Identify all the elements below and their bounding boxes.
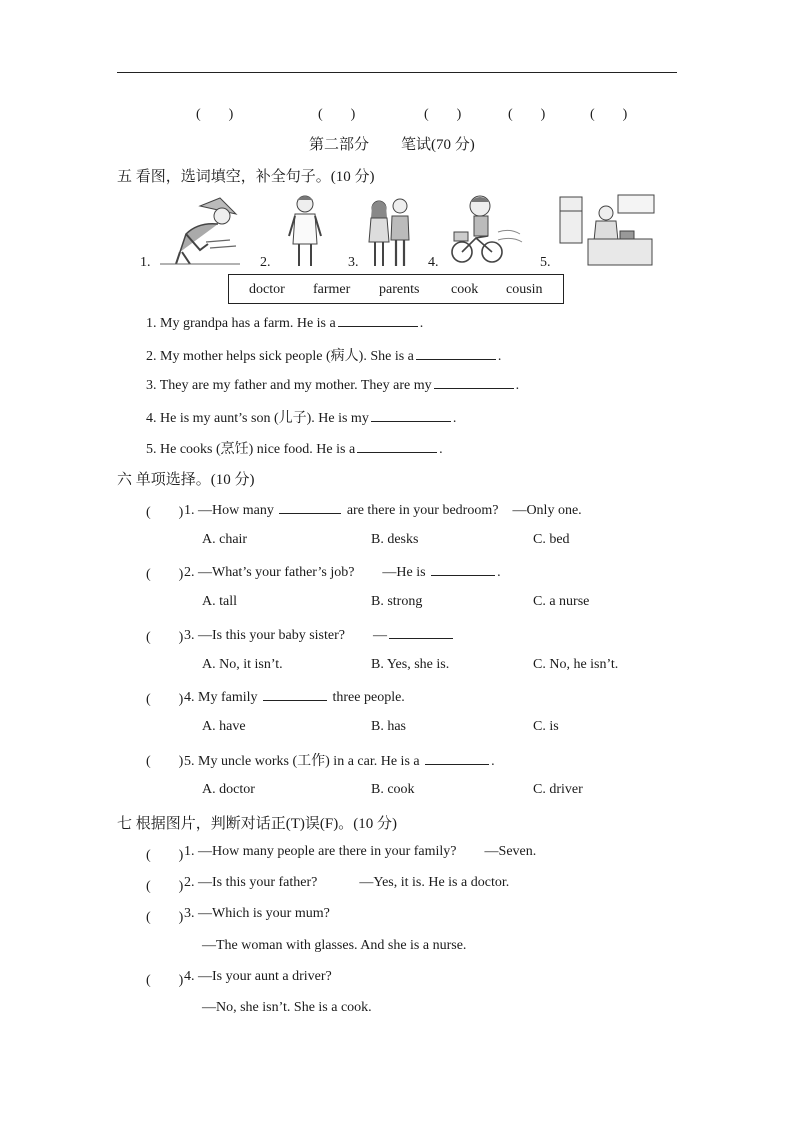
cousin-bike-picture [448,192,523,266]
answer-paren[interactable]: ( ) [146,879,184,894]
answer-blank[interactable] [357,440,437,453]
option-a[interactable]: A. doctor [202,782,255,797]
answer-paren-5[interactable]: ( ) [590,107,628,122]
tf-item-1: 1. —How many people are there in your family? —Seven. [184,844,537,859]
answer-paren[interactable]: ( ) [146,973,184,988]
top-rule [117,72,677,73]
answer-blank[interactable] [371,409,451,422]
fill-sentence: 1. My grandpa has a farm. He is a . [146,316,424,331]
option-c[interactable]: C. No, he isn’t. [533,657,619,672]
option-b[interactable]: B. Yes, she is. [371,657,450,672]
fill-sentence: 3. They are my father and my mother. They are my . [146,378,520,393]
answer-paren[interactable]: ( ) [146,754,184,769]
word-bank-item: parents [379,282,420,297]
option-b[interactable]: B. has [371,719,406,734]
parents-picture [365,196,415,268]
cook-kitchen-picture [558,193,656,267]
tf-item-2: 2. —Is this your father? —Yes, it is. He is a doctor. [184,875,510,890]
picture-number-1: 1. [140,255,151,270]
answer-blank[interactable] [263,688,327,701]
tf-item-4-question: 4. —Is your aunt a driver? [184,969,332,984]
option-a[interactable]: A. tall [202,594,237,609]
section7-heading: 七 根据图片，判断对话正(T)误(F)。(10 分) [117,816,397,832]
farmer-picture [150,192,245,267]
answer-paren[interactable]: ( ) [146,848,184,863]
mc-question-1: 1. —How many are there in your bedroom? —Only one. [184,503,582,518]
answer-blank[interactable] [434,376,514,389]
option-c[interactable]: C. a nurse [533,594,590,609]
answer-blank[interactable] [279,501,341,514]
option-b[interactable]: B. desks [371,532,419,547]
part-score: 笔试(70 分) [401,137,475,153]
answer-blank[interactable] [425,752,489,765]
tf-item-3-answer: —The woman with glasses. And she is a nurse. [202,938,467,953]
part-title-label: 第二部分 [309,137,370,153]
word-bank-item: doctor [249,282,285,297]
answer-paren[interactable]: ( ) [146,692,184,707]
answer-paren[interactable]: ( ) [146,567,184,582]
option-c[interactable]: C. bed [533,532,570,547]
option-c[interactable]: C. is [533,719,559,734]
answer-paren-4[interactable]: ( ) [508,107,546,122]
option-b[interactable]: B. cook [371,782,415,797]
option-a[interactable]: A. chair [202,532,248,547]
fill-sentence: 5. He cooks (烹饪) nice food. He is a . [146,442,443,457]
answer-paren-3[interactable]: ( ) [424,107,462,122]
answer-blank[interactable] [431,563,495,576]
answer-paren-1[interactable]: ( ) [196,107,234,122]
picture-number-5: 5. [540,255,551,270]
option-a[interactable]: A. No, it isn’t. [202,657,283,672]
picture-number-4: 4. [428,255,439,270]
picture-number-3: 3. [348,255,359,270]
part-title [309,133,475,154]
section5-heading: 五 看图，选词填空，补全句子。(10 分) [117,169,375,185]
mc-question-3: 3. —Is this your baby sister? — [184,626,455,644]
option-b[interactable]: B. strong [371,594,423,609]
tf-item-4-answer: —No, she isn’t. She is a cook. [202,1000,372,1015]
word-bank-item: farmer [313,282,351,297]
answer-blank[interactable] [338,314,418,327]
word-bank-item: cook [451,282,479,297]
answer-paren[interactable]: ( ) [146,505,184,520]
section6-heading: 六 单项选择。(10 分) [117,472,255,488]
picture-number-2: 2. [260,255,271,270]
fill-sentence: 2. My mother helps sick people (病人). She is a . [146,349,502,364]
word-bank [228,274,564,304]
option-a[interactable]: A. have [202,719,246,734]
doctor-picture [285,192,325,267]
fill-sentence: 4. He is my aunt’s son (儿子). He is my . [146,411,457,426]
word-bank-item: cousin [506,282,543,297]
answer-blank[interactable] [416,347,496,360]
answer-paren-2[interactable]: ( ) [318,107,356,122]
mc-question-5: 5. My uncle works (工作) in a car. He is a . [184,754,495,769]
option-c[interactable]: C. driver [533,782,583,797]
answer-paren[interactable]: ( ) [146,630,184,645]
mc-question-4: 4. My family three people. [184,690,405,705]
answer-paren[interactable]: ( ) [146,910,184,925]
answer-blank[interactable] [389,626,453,639]
mc-question-2: 2. —What’s your father’s job? —He is . [184,565,501,580]
tf-item-3-question: 3. —Which is your mum? [184,906,330,921]
